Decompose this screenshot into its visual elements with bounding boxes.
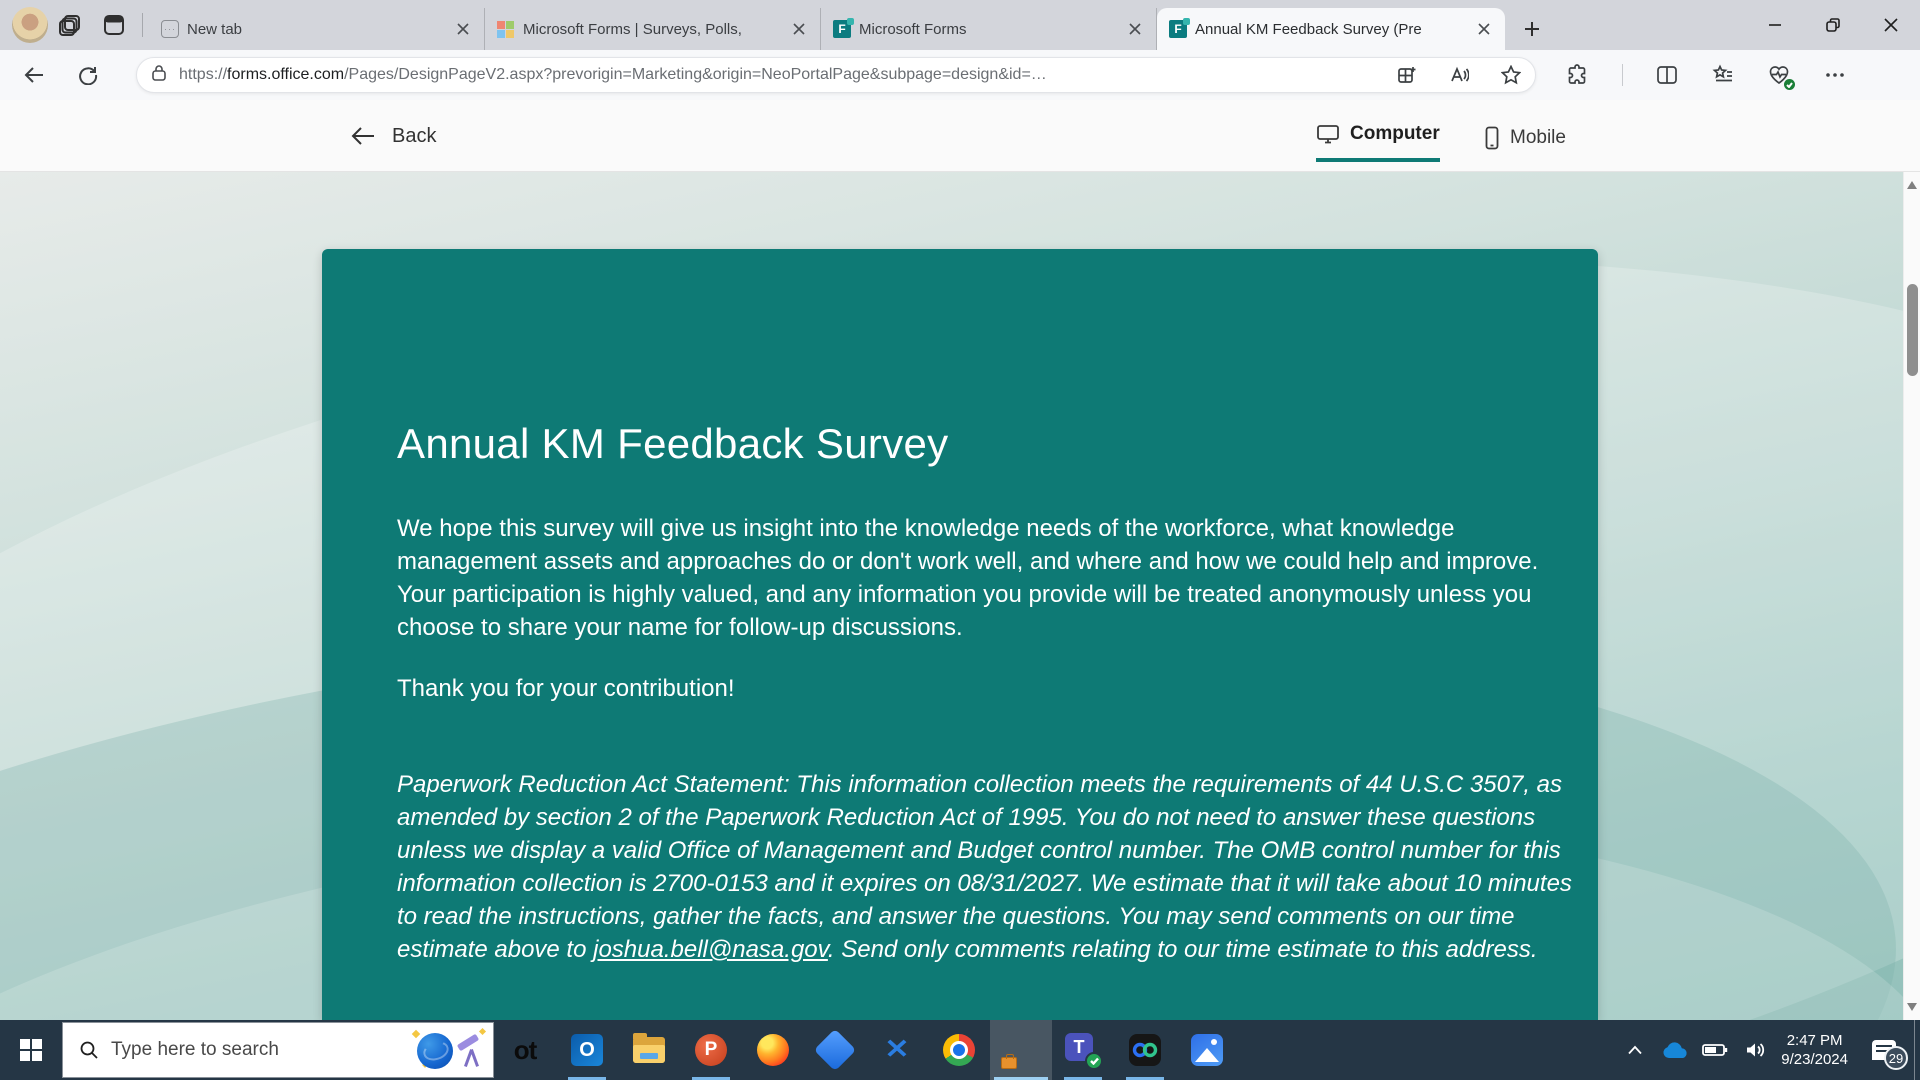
preview-tab-mobile[interactable] [1484, 114, 1566, 162]
browser-toolbar [0, 50, 1920, 100]
tab-title: Annual KM Feedback Survey (Pre [1195, 20, 1422, 38]
scroll-down-arrow[interactable] [1907, 1003, 1917, 1011]
planet-icon [417, 1033, 453, 1069]
preview-tab-computer[interactable] [1316, 114, 1440, 162]
tab-annual-km-feedback-survey[interactable] [1157, 8, 1505, 50]
survey-intro-text: We hope this survey will give us insight into the knowledge needs of the workforce, what knowledge management assets and approaches do or don't work well, and where and how we could help and improve. Your participation is highly valued, and any information you provide will be treated anonymously unless you choose to share your name for follow-up discussions. [397, 515, 1539, 641]
tab-actions-icon[interactable] [92, 6, 136, 44]
taskbar-app-confluence[interactable] [866, 1020, 928, 1080]
close-window-button[interactable] [1862, 0, 1920, 50]
tab-title: New tab [187, 20, 243, 38]
tab-title: Microsoft Forms | Surveys, Polls, [523, 20, 742, 38]
mobile-icon [1484, 126, 1500, 150]
forms-preview-header [0, 100, 1920, 172]
extensions-icon[interactable] [1566, 63, 1590, 87]
taskbar-app-firefox[interactable] [742, 1020, 804, 1080]
profile-avatar[interactable] [12, 7, 48, 43]
favorites-list-icon[interactable] [1711, 63, 1735, 87]
clock[interactable] [1781, 1031, 1848, 1069]
taskbar-search[interactable] [62, 1022, 494, 1078]
windows-logo-icon [20, 1039, 42, 1061]
pra-email-link[interactable]: joshua.bell@nasa.gov [593, 936, 828, 963]
tab-close-icon[interactable] [788, 18, 810, 40]
onedrive-icon[interactable] [1655, 1020, 1695, 1080]
firefox-icon [757, 1034, 789, 1066]
system-tray [1615, 1020, 1920, 1080]
read-aloud-icon[interactable] [1447, 63, 1471, 87]
url-scheme: https:// [179, 66, 228, 83]
windows-taskbar [0, 1020, 1920, 1080]
tab-new-tab[interactable] [149, 8, 485, 50]
chrome-icon [943, 1034, 975, 1066]
tray-date: 9/23/2024 [1781, 1051, 1848, 1068]
restore-button[interactable] [1804, 0, 1862, 50]
tray-time: 2:47 PM [1786, 1032, 1843, 1049]
file-explorer-icon [633, 1037, 665, 1063]
favorite-star-icon[interactable] [1499, 63, 1523, 87]
taskbar-app-photos[interactable] [1176, 1020, 1238, 1080]
back-arrow-icon [350, 125, 376, 147]
tab-microsoft-forms[interactable] [821, 8, 1157, 50]
paperwork-reduction-statement [397, 768, 1572, 966]
microsoft-logo-favicon [497, 20, 515, 38]
browser-tab-strip [0, 0, 1920, 50]
address-bar-actions [1395, 63, 1523, 87]
computer-label: Computer [1350, 123, 1440, 144]
telescope-icon [457, 1034, 479, 1052]
ot-icon: ot [513, 1034, 537, 1065]
taskbar-app-edge[interactable] [990, 1020, 1052, 1080]
taskbar-app-ot[interactable] [494, 1020, 556, 1080]
survey-thanks-text: Thank you for your contribution! [397, 675, 735, 702]
toolbar-actions [1566, 63, 1847, 87]
page-scrollbar[interactable] [1903, 172, 1920, 1020]
browser-essentials-icon[interactable] [1767, 63, 1791, 87]
new-tab-favicon: ··· [161, 20, 179, 38]
new-tab-button[interactable] [1515, 12, 1549, 46]
outlook-icon: O [571, 1034, 603, 1066]
survey-preview-page [0, 172, 1920, 1020]
battery-icon[interactable] [1695, 1020, 1735, 1080]
powerpoint-icon: P [695, 1034, 727, 1066]
tab-close-icon[interactable] [452, 18, 474, 40]
teams-icon: T [1065, 1033, 1093, 1061]
taskbar-app-file-explorer[interactable] [618, 1020, 680, 1080]
work-profile-briefcase-icon [1001, 1057, 1017, 1069]
show-desktop-strip[interactable] [1914, 1020, 1920, 1080]
taskbar-app-webex[interactable] [1114, 1020, 1176, 1080]
taskbar-app-teams[interactable] [1052, 1020, 1114, 1080]
window-controls [1746, 0, 1920, 50]
tab-close-icon[interactable] [1473, 18, 1495, 40]
forms-favicon: F [1169, 20, 1187, 38]
notification-count-badge: 29 [1884, 1046, 1908, 1070]
address-bar[interactable] [136, 57, 1536, 93]
survey-title: Annual KM Feedback Survey [397, 420, 949, 467]
pra-text-after: . Send only comments relating to our time estimate to this address. [827, 936, 1538, 963]
minimize-button[interactable] [1746, 0, 1804, 50]
settings-menu-icon[interactable] [1823, 63, 1847, 87]
url-path: /Pages/DesignPageV2.aspx?prevorigin=Marketing&origin=NeoPortalPage&subpage=design&id=… [344, 66, 1047, 83]
toolbar-divider [1622, 64, 1623, 86]
essentials-check-badge [1784, 79, 1795, 90]
preview-back-button[interactable] [350, 100, 436, 172]
search-icon [79, 1040, 99, 1060]
volume-icon[interactable] [1735, 1020, 1775, 1080]
start-button[interactable] [0, 1020, 62, 1080]
taskbar-app-chrome[interactable] [928, 1020, 990, 1080]
install-app-icon[interactable] [1395, 63, 1419, 87]
split-screen-icon[interactable] [1655, 63, 1679, 87]
tab-close-icon[interactable] [1124, 18, 1146, 40]
scrollbar-thumb[interactable] [1907, 284, 1918, 376]
mobile-label: Mobile [1510, 127, 1566, 148]
photos-icon [1191, 1034, 1223, 1066]
url-domain: forms.office.com [227, 66, 345, 83]
scroll-up-arrow[interactable] [1907, 181, 1917, 189]
forms-favicon: F [833, 20, 851, 38]
back-icon[interactable] [14, 55, 54, 95]
computer-icon [1316, 123, 1340, 145]
survey-card [322, 249, 1598, 1020]
teams-available-status-icon [1085, 1052, 1103, 1070]
site-lock-icon[interactable] [151, 64, 167, 87]
tab-title: Microsoft Forms [859, 20, 967, 38]
taskbar-app-powerpoint[interactable] [680, 1020, 742, 1080]
pra-text-before: Paperwork Reduction Act Statement: This information collection meets the requirements of 44 U.S.C 3507, as amended by section 2 of the Paperwork Reduction Act of 1995. You do not need to answer these questions unless we display a valid Office of Management and Budget control number. The OMB control number for this information collection is 2700-0153 and it expires on 08/31/2027. We estimate that it will take about 10 minutes to read the instructions, gather the facts, and answer the questions. You may send comments on our time estimate above to [397, 771, 1572, 963]
webex-icon [1129, 1034, 1161, 1066]
back-label: Back [392, 124, 437, 147]
taskbar-apps [494, 1020, 1238, 1080]
taskbar-app-outlook[interactable] [556, 1020, 618, 1080]
url-text[interactable] [179, 66, 1047, 84]
workspaces-icon[interactable] [48, 6, 92, 44]
confluence-icon: ✕ [884, 1034, 910, 1065]
bing-daily-illustration [407, 1023, 493, 1077]
jira-icon [814, 1029, 856, 1071]
search-input[interactable] [111, 1039, 407, 1061]
tab-strip-divider [142, 13, 143, 37]
hidden-icons-chevron[interactable] [1615, 1020, 1655, 1080]
action-center-button[interactable] [1858, 1020, 1910, 1080]
refresh-icon[interactable] [68, 55, 108, 95]
tab-microsoft-forms-home[interactable] [485, 8, 821, 50]
taskbar-app-jira[interactable] [804, 1020, 866, 1080]
